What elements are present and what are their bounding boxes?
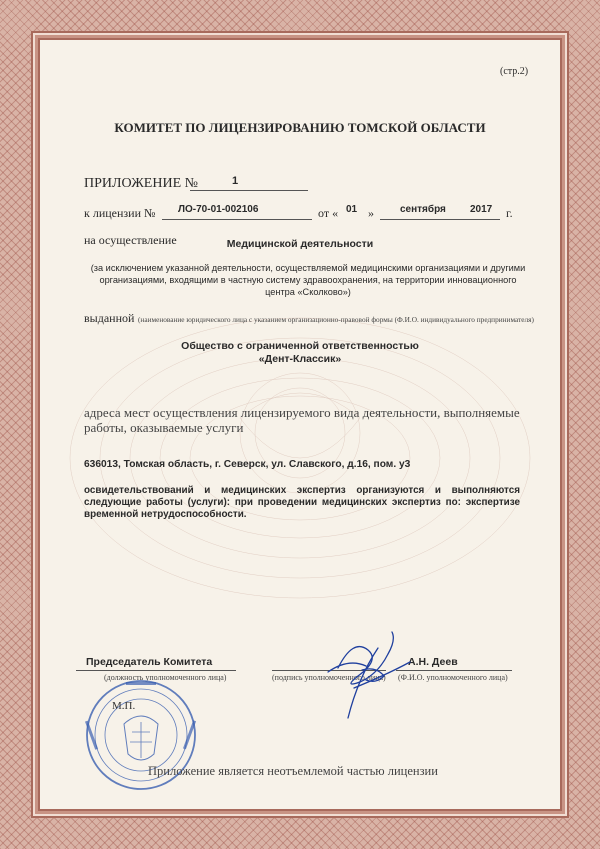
appendix-number-line [190, 190, 308, 191]
organization-name-line2: «Дент-Классик» [258, 353, 342, 365]
position-line [76, 670, 236, 671]
stamp-place: М.П. [112, 700, 136, 712]
page-number: (стр.2) [500, 66, 529, 77]
activity-note: (за исключением указанной деятельности, осуществляемой медицинскими организациями и другими организациями, входящими в частную систему здравоохранения, на территории инновационного центра «Сколково») [90, 263, 526, 297]
license-prefix: к лицензии № [84, 206, 156, 220]
services-text: освидетельствований и медицинских экспертиз организуются и выполняются следующие работы (услуги): при проведении медицинских экспертиз по: экспертизе временной нетрудоспособности. [84, 485, 520, 520]
organization-name-line1: Общество с ограниченной ответственностью [181, 340, 419, 352]
issued-label: выданной [84, 311, 135, 325]
issued-hint: (наименование юридического лица с указанием организационно-правовой формы (Ф.И.О. индивидуального предпринимателя) [138, 315, 534, 324]
activity-name: Медицинской деятельности [226, 238, 374, 250]
signature-icon [318, 618, 428, 728]
activity-label: на осуществление [84, 233, 177, 247]
position-hint: (должность уполномоченного лица) [104, 673, 227, 682]
addresses-label: адреса мест осуществления лицензируемого вида деятельности, выполняемые работы, оказываемые услуги [84, 405, 520, 435]
address: 636013, Томская область, г. Северск, ул. Славского, д.16, пом. у3 [84, 459, 411, 470]
license-number-line [162, 219, 312, 220]
license-close-quote: » [368, 206, 374, 220]
signatory-name: А.Н. Деев [408, 656, 458, 668]
license-from: от « [318, 206, 339, 220]
footer-note: Приложение является неотъемлемой частью лицензии [148, 764, 438, 778]
license-month: сентября [400, 204, 446, 215]
committee-title: КОМИТЕТ ПО ЛИЦЕНЗИРОВАНИЮ ТОМСКОЙ ОБЛАСТИ [114, 120, 486, 135]
license-year-suffix: г. [506, 206, 513, 220]
name-hint: (Ф.И.О. уполномоченного лица) [398, 673, 508, 682]
license-date-line [380, 219, 500, 220]
signature-hint: (подпись уполномоченного лица) [272, 673, 386, 682]
license-number: ЛО-70-01-002106 [178, 204, 259, 215]
appendix-label: ПРИЛОЖЕНИЕ № [84, 176, 198, 191]
appendix-number: 1 [231, 175, 239, 187]
license-year: 2017 [470, 204, 493, 215]
signatory-position: Председатель Комитета [86, 656, 213, 668]
license-day: 01 [346, 204, 358, 215]
